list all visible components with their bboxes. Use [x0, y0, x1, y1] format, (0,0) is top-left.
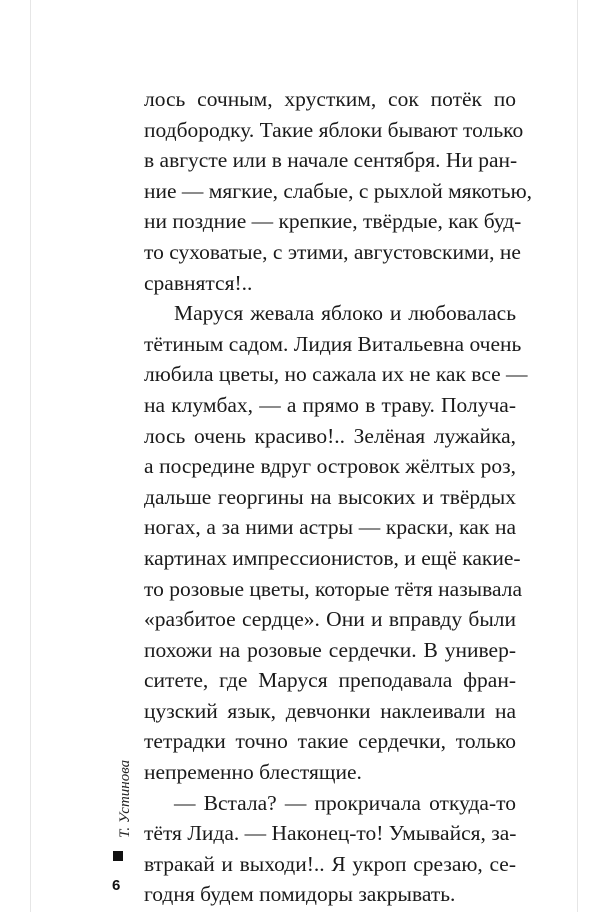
page-number: 6 — [112, 877, 121, 894]
text-line: то розовые цветы, которые тётя называла — [144, 576, 523, 601]
text-line: картинах импрессионистов, и ещё какие- — [144, 545, 521, 570]
text-line: — Встала? — прокричала откуда-то — [174, 790, 516, 815]
text-line: дальше георгины на высоких и твёрдых — [144, 484, 516, 509]
text-line: ситете, где Маруся преподавала фран- — [144, 668, 516, 693]
text-line: похожи на розовые сердечки. В универ- — [144, 637, 516, 662]
text-line: любила цветы, но сажала их не как все — — [144, 362, 528, 387]
text-line: то суховатые, с этими, августовскими, не — [144, 239, 521, 264]
text-line: ногах, а за ними астры — краски, как на — [144, 515, 516, 540]
text-line: Маруся жевала яблоко и любовалась — [174, 301, 516, 326]
square-marker-icon — [113, 851, 123, 861]
text-line: цузский язык, девчонки наклеивали на — [144, 698, 516, 723]
text-line: втракай и выходи!.. Я укроп срезаю, се- — [144, 851, 516, 876]
text-line: сравнятся!.. — [144, 270, 253, 295]
text-line: лось очень красиво!.. Зелёная лужайка, — [144, 423, 516, 448]
running-head-author: Т. Устинова — [117, 759, 133, 838]
text-line: тётя Лида. — Наконец-то! Умывайся, за- — [144, 821, 517, 846]
page-edge-right — [577, 0, 578, 912]
text-line: непременно блестящие. — [144, 760, 362, 785]
text-line: годня будем помидоры закрывать. — [144, 882, 456, 907]
body-text — [144, 84, 533, 910]
text-line: в августе или в начале сентября. Ни ран- — [144, 148, 518, 173]
text-line: подбородку. Такие яблоки бывают только — [144, 117, 524, 142]
text-line: лось сочным, хрустким, сок потёк по — [144, 87, 516, 111]
page-edge-left — [30, 0, 31, 912]
text-line: на клумбах, — а прямо в траву. Получа- — [144, 392, 516, 417]
text-line: а посредине вдруг островок жёлтых роз, — [144, 454, 516, 479]
text-line: тётиным садом. Лидия Витальевна очень — [144, 331, 522, 356]
text-line: тетрадки точно такие сердечки, только — [144, 729, 516, 754]
text-line: «разбитое сердце». Они и вправду были — [144, 607, 516, 632]
text-line: ние — мягкие, слабые, с рыхлой мякотью, — [144, 178, 533, 203]
text-line: ни поздние — крепкие, твёрдые, как буд- — [144, 209, 522, 234]
